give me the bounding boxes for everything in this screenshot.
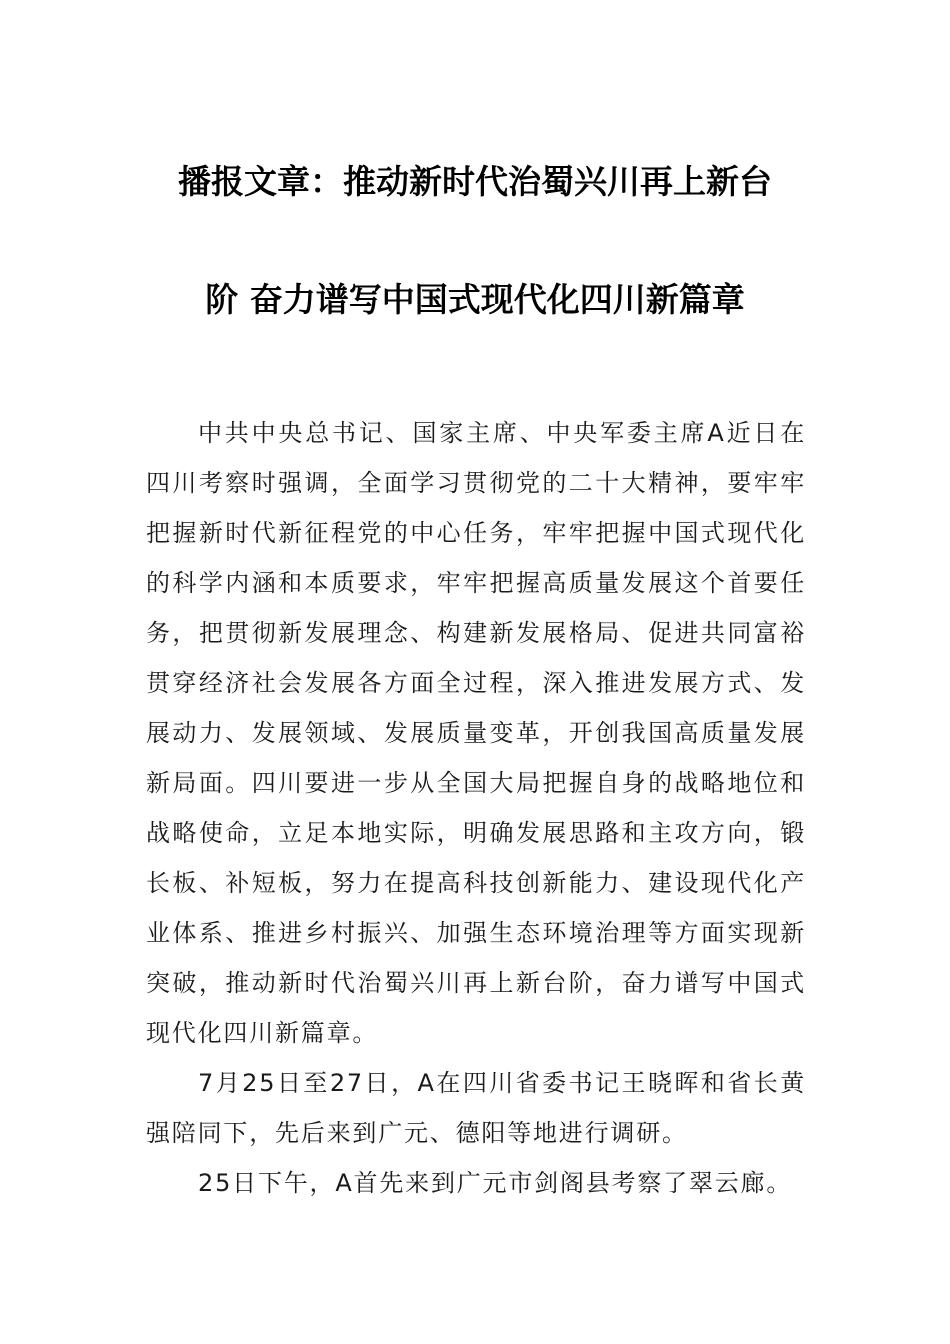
paragraph-3: 25日下午，A首先来到广元市剑阁县考察了翠云廊。 [198,1169,793,1197]
article-body [146,408,806,1208]
document-title-line-1: 播报文章：推动新时代治蜀兴川再上新台 [178,162,772,201]
paragraph-2: 7月25日至27日，A在四川省委书记王晓晖和省长黄强陪同下，先后来到广元、德阳等地进行调研。 [146,1069,806,1147]
paragraph-1: 中共中央总书记、国家主席、中央军委主席A近日在四川考察时强调，全面学习贯彻党的二十大精神，要牢牢把握新时代新征程党的中心任务，牢牢把握中国式现代化的科学内涵和本质要求，牢牢把握高质量发展这个首要任务，把贯彻新发展理念、构建新发展格局、促进共同富裕贯穿经济社会发展各方面全过程，深入推进发展方式、发展动力、发展领域、发展质量变革，开创我国高质量发展新局面。四川要进一步从全国大局把握自身的战略地位和战略使命，立足本地实际，明确发展思路和主攻方向，锻长板、补短板，努力在提高科技创新能力、建设现代化产业体系、推进乡村振兴、加强生态环境治理等方面实现新突破，推动新时代治蜀兴川再上新台阶，奋力谱写中国式现代化四川新篇章。 [146,419,806,1047]
document-title-line-2: 阶 奋力谱写中国式现代化四川新篇章 [205,280,745,319]
